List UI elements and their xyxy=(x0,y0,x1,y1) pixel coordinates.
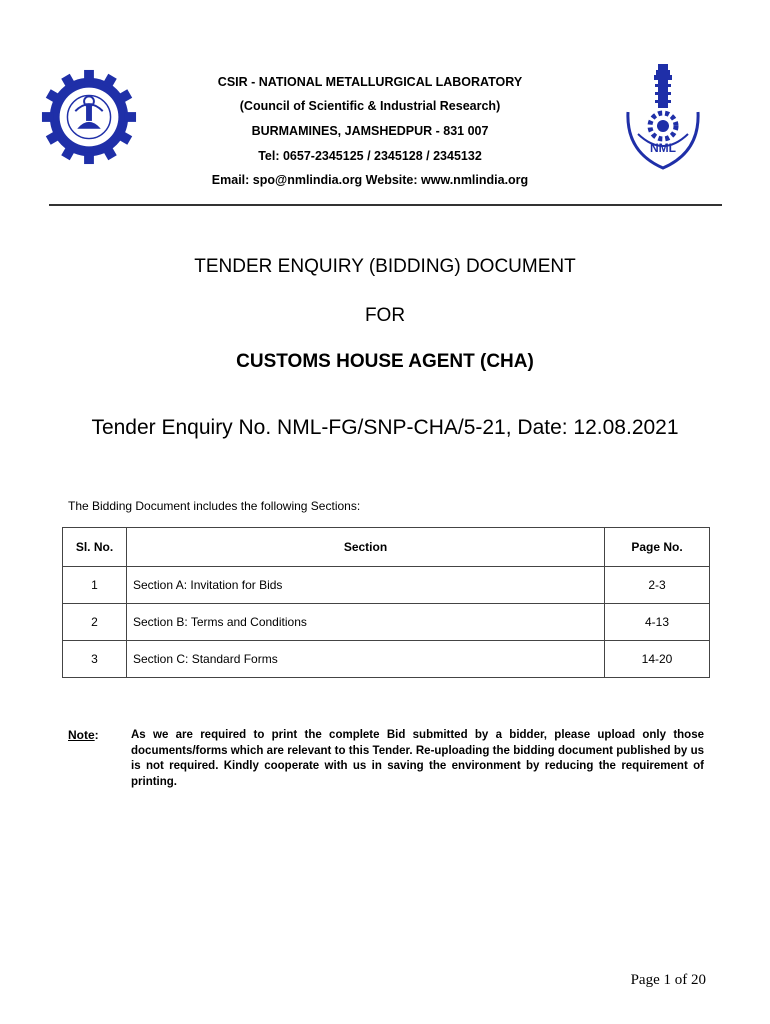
row-pages: 14-20 xyxy=(605,641,710,678)
table-row xyxy=(63,641,710,678)
document-title-for: FOR xyxy=(364,305,406,326)
header-rule xyxy=(49,204,722,206)
row-pages: 2-3 xyxy=(605,567,710,604)
tender-enquiry-number: Tender Enquiry No. NML-FG/SNP-CHA/5-21, Date: 12.08.2021 xyxy=(91,416,679,439)
org-name: CSIR - NATIONAL METALLURGICAL LABORATORY xyxy=(217,75,523,89)
row-section: Section A: Invitation for Bids xyxy=(127,567,605,604)
row-sl-no: 3 xyxy=(63,641,127,678)
table-row xyxy=(63,567,710,604)
org-contact: Email: spo@nmlindia.org Website: www.nmlindia.org xyxy=(211,173,529,187)
note-text: As we are required to print the complete Bid submitted by a bidder, please upload only those documents/forms which are relevant to this Tender. Re-uploading the bidding document published by us is not required. Kindly cooperate with us in saving the environment by reducing the requirement of printing. xyxy=(131,729,704,788)
header-section: Section xyxy=(127,528,605,567)
note-label: Note xyxy=(68,728,95,742)
sections-table xyxy=(62,527,710,678)
sections-intro: The Bidding Document includes the following Sections: xyxy=(68,499,361,513)
row-sl-no: 2 xyxy=(63,604,127,641)
row-pages: 4-13 xyxy=(605,604,710,641)
nml-logo-text: NML xyxy=(650,141,676,155)
org-address: BURMAMINES, JAMSHEDPUR - 831 007 xyxy=(251,124,489,138)
row-section: Section C: Standard Forms xyxy=(127,641,605,678)
table-row xyxy=(63,604,710,641)
document-title: TENDER ENQUIRY (BIDDING) DOCUMENT xyxy=(194,256,576,277)
note-label-wrap: Note: xyxy=(68,728,99,742)
header-sl-no: Sl. No. xyxy=(63,528,127,567)
org-phone: Tel: 0657-2345125 / 2345128 / 2345132 xyxy=(258,149,482,163)
nml-logo-icon xyxy=(620,62,706,174)
org-council: (Council of Scientific & Industrial Research) xyxy=(239,99,501,113)
header-page-no: Page No. xyxy=(605,528,710,567)
row-sl-no: 1 xyxy=(63,567,127,604)
csir-logo-icon xyxy=(40,68,138,166)
document-subject: CUSTOMS HOUSE AGENT (CHA) xyxy=(236,351,534,372)
row-section: Section B: Terms and Conditions xyxy=(127,604,605,641)
page-number: Page 1 of 20 xyxy=(630,972,706,988)
table-header-row xyxy=(63,528,710,567)
